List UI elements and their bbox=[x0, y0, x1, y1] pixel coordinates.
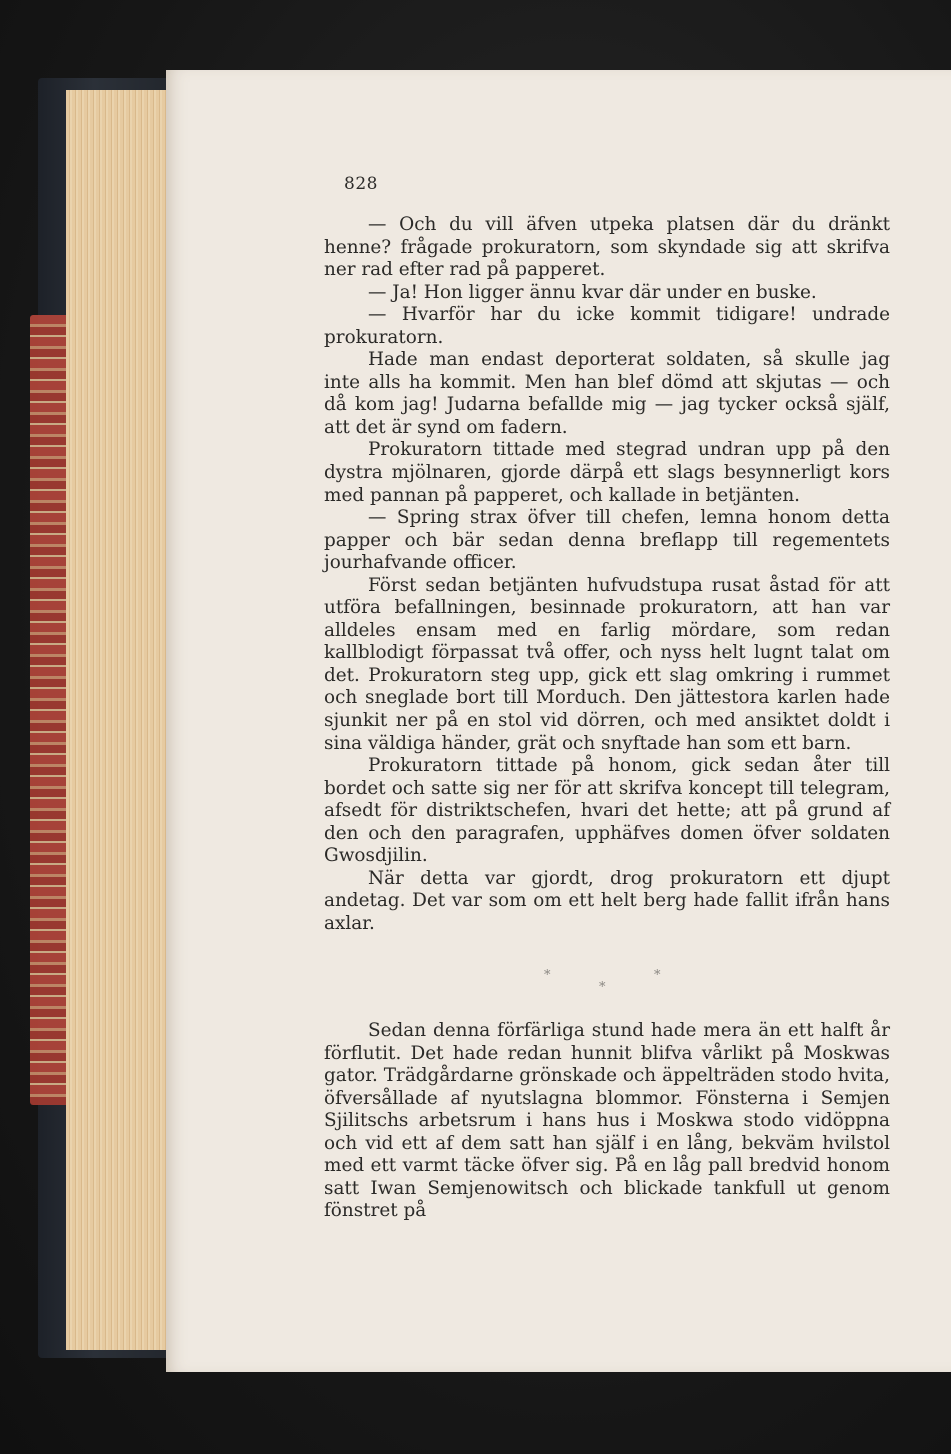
paragraph: Hade man endast deporterat soldaten, så skulle jag inte alls ha kommit. Men han blef dömd att skjutas — och då kom jag! Judarna befallde mig — jag tycker också själf, att det är synd om fadern. bbox=[324, 349, 890, 438]
separator-asterisk: * bbox=[654, 968, 661, 983]
paragraph: — Spring strax öfver till chefen, lemna honom detta papper och bär sedan denna breflapp till regementets jourhafvande officer. bbox=[324, 507, 890, 574]
separator-asterisk: * bbox=[599, 980, 606, 995]
text-section-two bbox=[324, 1020, 890, 1223]
paragraph: Prokuratorn tittade på honom, gick sedan åter till bordet och satte sig ner för att skrifva koncept till telegram, afsedt för distriktschefen, hvari det hette; att på grund af den och den paragrafen, upphäfves domen öfver soldaten Gwosdjilin. bbox=[324, 755, 890, 867]
paragraph: — Och du vill äfven utpeka platsen där du dränkt henne? frågade prokuratorn, som skyndade sig att skrifva ner rad efter rad på papperet. bbox=[324, 214, 890, 281]
separator-asterisk: * bbox=[544, 968, 551, 983]
paragraph: Sedan denna förfärliga stund hade mera än ett halft år förflutit. Det hade redan hunnit blifva vårlikt på Moskwas gator. Trädgårdarne grönskade och äppelträden stodo hvita, öfversållade af nyutslagna blommor. Fönsterna i Semjen Sjilitschs arbetsrum i hans hus i Moskwa stodo vidöppna och vid ett af dem satt han själf i en lång, bekväm hvilstol med ett varmt täcke öfver sig. På en låg pall bredvid honom satt Iwan Semjenowitsch och blickade tankfull ut genom fönstret på bbox=[324, 1020, 890, 1222]
page-number: 828 bbox=[344, 174, 378, 194]
page-edges bbox=[66, 90, 172, 1350]
section-separator bbox=[324, 968, 890, 998]
paragraph: Först sedan betjänten hufvudstupa rusat åstad för att utföra befallningen, besinnade prokuratorn, att han var alldeles ensam med en farlig mördare, som redan kallblodigt förpassat två offer, och nyss helt lugnt talat om det. Prokuratorn steg upp, gick ett slag omkring i rummet och sneglade bort till Morduch. Den jättestora karlen hade sjunkit ner på en stol vid dörren, och med ansiktet doldt i sina väldiga händer, grät och snyftade han som ett barn. bbox=[324, 574, 890, 754]
paragraph: — Ja! Hon ligger ännu kvar där under en buske. bbox=[368, 281, 817, 303]
paragraph: När detta var gjordt, drog prokuratorn ett djupt andetag. Det var som om ett helt berg hade fallit ifrån hans axlar. bbox=[324, 867, 890, 934]
paragraph: Prokuratorn tittade med stegrad undran upp på den dystra mjölnaren, gjorde därpå ett slags besynnerligt kors med pannan på papperet, och kallade in betjänten. bbox=[324, 439, 890, 506]
paragraph: — Hvarför har du icke kommit tidigare! undrade prokuratorn. bbox=[324, 304, 890, 348]
text-section-one bbox=[324, 214, 890, 936]
book-headband bbox=[30, 315, 70, 1105]
